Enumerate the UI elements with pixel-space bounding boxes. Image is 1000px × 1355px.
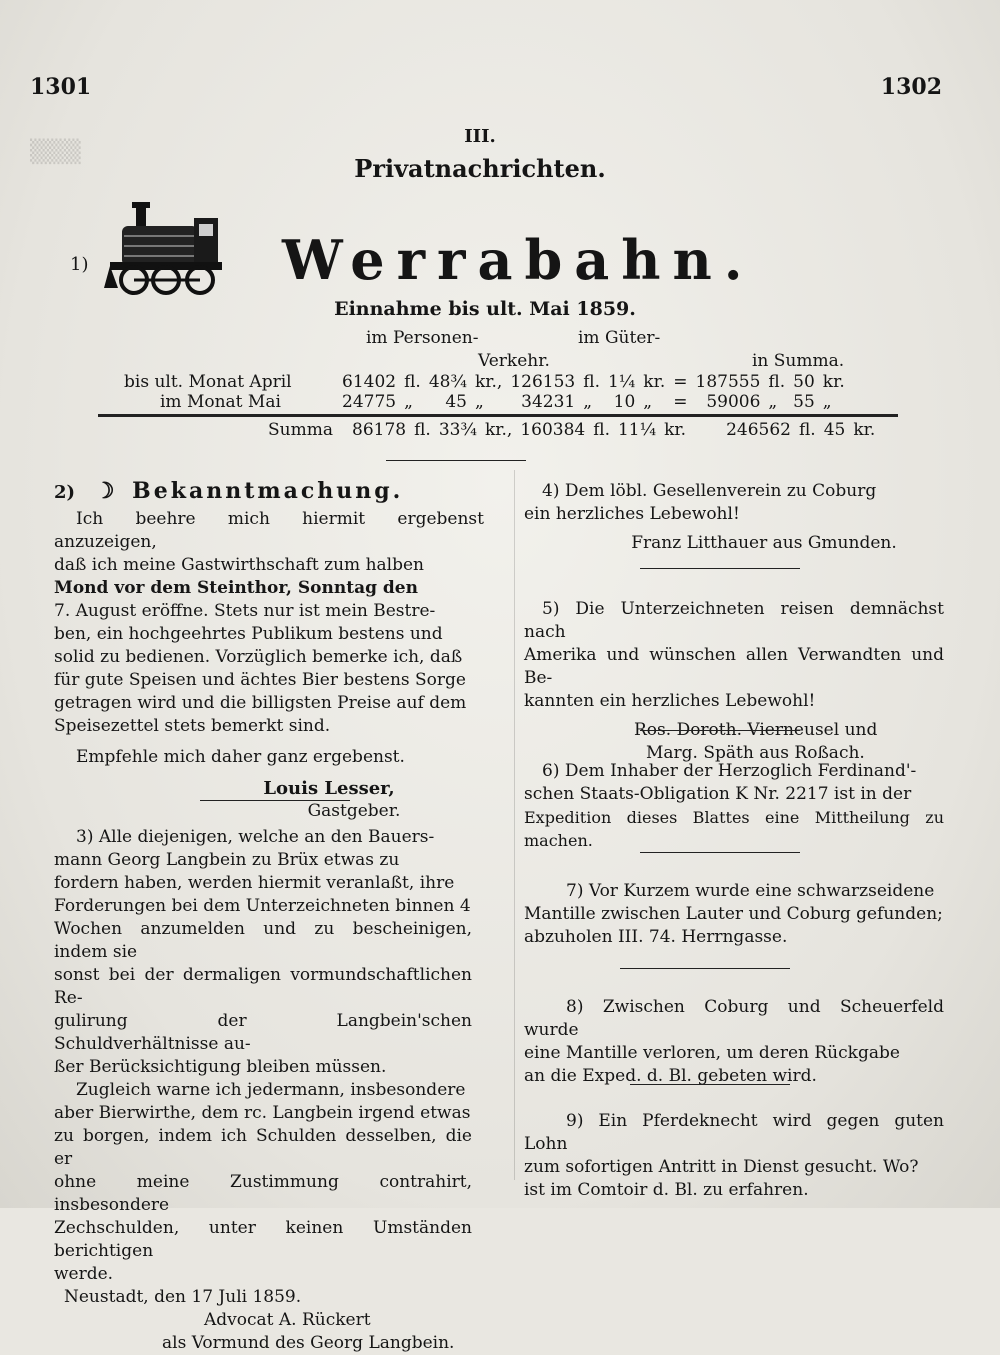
text-line: ein herzliches Lebewohl! bbox=[524, 504, 740, 524]
page-number-left: 1301 bbox=[30, 74, 92, 100]
row-label: im Monat Mai bbox=[160, 392, 281, 412]
text-line: Amerika und wünschen allen Verwandten und Be- bbox=[524, 645, 944, 688]
left-column bbox=[54, 478, 484, 823]
moon-icon: ☽ bbox=[94, 478, 115, 504]
text-line: 9) Ein Pferdeknecht wird gegen guten Lohn bbox=[524, 1111, 944, 1154]
text-line: Zechschulden, unter keinen Umständen berichtigen bbox=[54, 1218, 472, 1261]
ad-1-number: 1) bbox=[70, 254, 89, 275]
ad-7-body bbox=[524, 880, 944, 949]
divider bbox=[200, 800, 350, 801]
cell: 45 bbox=[445, 392, 467, 412]
cell: fl. bbox=[798, 420, 816, 440]
table-row bbox=[264, 420, 879, 440]
text-line: ben, ein hochgeehrtes Publikum bestens und bbox=[54, 624, 443, 644]
cell: fl. bbox=[404, 372, 421, 392]
cell: 246562 bbox=[726, 420, 791, 440]
cell: 1¼ bbox=[607, 372, 636, 392]
text-line: 7. August eröffne. Stets nur ist mein Bestre- bbox=[54, 601, 436, 621]
cell: 59006 bbox=[706, 392, 761, 412]
ad-1-revenue-table bbox=[120, 372, 849, 412]
text-line: fordern haben, werden hiermit veranlaßt, ihre bbox=[54, 873, 455, 893]
text-line: aber Bierwirthe, dem rc. Langbein irgend etwas bbox=[54, 1103, 471, 1123]
page-number-right: 1302 bbox=[880, 74, 942, 100]
cell: 50 bbox=[793, 372, 815, 392]
cell: fl. bbox=[768, 372, 786, 392]
cell: fl. bbox=[583, 372, 600, 392]
text-line: 3) Alle diejenigen, welche an den Bauers- bbox=[76, 827, 435, 847]
ad-1-col-gueter: im Güter- bbox=[578, 328, 661, 348]
cell: 34231 bbox=[521, 392, 576, 412]
bleed-through-decoration: ▒▒▒ bbox=[30, 140, 81, 165]
text-line: Zugleich warne ich jedermann, insbesondere bbox=[76, 1080, 466, 1100]
ad-1-col-personen: im Personen- bbox=[366, 328, 479, 348]
ad-2-role: Gastgeber. bbox=[307, 801, 401, 821]
cell: 33¾ bbox=[438, 420, 477, 440]
cell: fl. bbox=[414, 420, 431, 440]
column-separator bbox=[514, 470, 515, 1180]
locomotive-icon bbox=[104, 200, 234, 300]
cell: kr. bbox=[853, 420, 876, 440]
text-line: daß ich meine Gastwirthschaft zum halben bbox=[54, 555, 424, 575]
text-line: eine Mantille verloren, um deren Rückgabe bbox=[524, 1043, 900, 1063]
cell: „ bbox=[474, 392, 484, 412]
ad-2-header bbox=[54, 478, 484, 504]
cell: 10 bbox=[613, 392, 636, 412]
ad-1-col-summa: in Summa. bbox=[752, 351, 845, 371]
text-line: ßer Berücksichtigung bleiben müssen. bbox=[54, 1057, 387, 1077]
cell: 45 bbox=[823, 420, 846, 440]
divider bbox=[630, 1084, 790, 1085]
divider bbox=[640, 568, 800, 569]
cell: „ bbox=[643, 392, 653, 412]
table-row bbox=[120, 392, 849, 412]
cell: 61402 bbox=[342, 372, 397, 392]
cell: 11¼ bbox=[617, 420, 657, 440]
cell: 48¾ bbox=[428, 372, 467, 392]
text-line: für gute Speisen und ächtes Bier bestens Sorge bbox=[54, 670, 466, 690]
ad-1-col-verkehr: Verkehr. bbox=[478, 351, 550, 371]
divider bbox=[386, 460, 526, 461]
text-line: zum sofortigen Antritt in Dienst gesucht. Wo? bbox=[524, 1157, 919, 1177]
text-line: Forderungen bei dem Unterzeichneten binnen 4 bbox=[54, 896, 471, 916]
text-line: sonst bei der dermaligen vormundschaftlichen Re- bbox=[54, 965, 472, 1008]
text-line: abzuholen III. 74. Herrngasse. bbox=[524, 927, 788, 947]
text-line: 7) Vor Kurzem wurde eine schwarzseidene bbox=[566, 881, 935, 901]
ad-2-closing: Empfehle mich daher ganz ergebenst. bbox=[76, 747, 405, 767]
text-line: schen Staats-Obligation K Nr. 2217 ist in der bbox=[524, 784, 912, 804]
cell: 126153 bbox=[510, 372, 576, 392]
ad-2-title: Bekanntmachung. bbox=[132, 478, 404, 504]
ad-4-body bbox=[524, 480, 944, 555]
text-line: 4) Dem löbl. Gesellenverein zu Coburg bbox=[542, 481, 877, 501]
cell: „ bbox=[768, 392, 778, 412]
ad-4-signature: Franz Litthauer aus Gmunden. bbox=[631, 533, 897, 553]
cell: kr. bbox=[643, 372, 666, 392]
text-line: Speisezettel stets bemerkt sind. bbox=[54, 716, 331, 736]
text-line: ist im Comtoir d. Bl. zu erfahren. bbox=[524, 1180, 809, 1200]
cell: kr. bbox=[664, 420, 687, 440]
cell: 55 bbox=[793, 392, 815, 412]
text-line: Expedition dieses Blattes eine Mittheilung zu machen. bbox=[524, 808, 944, 850]
cell: „ bbox=[822, 392, 832, 412]
cell: 187555 bbox=[695, 372, 761, 392]
text-line: kannten ein herzliches Lebewohl! bbox=[524, 691, 816, 711]
text-line: Mantille zwischen Lauter und Coburg gefunden; bbox=[524, 904, 943, 924]
row-label: bis ult. Monat April bbox=[124, 372, 292, 392]
cell: kr., bbox=[484, 420, 513, 440]
ad-3-body bbox=[54, 826, 472, 1355]
ad-2-body bbox=[54, 508, 484, 823]
table-row bbox=[120, 372, 849, 392]
ad-5-signature: Ros. Doroth. Vierneusel und bbox=[634, 720, 878, 740]
ad-3-place-date: Neustadt, den 17 Juli 1859. bbox=[64, 1287, 302, 1307]
ad-3-signer: Advocat A. Rückert bbox=[204, 1310, 371, 1330]
cell: „ bbox=[404, 392, 413, 412]
ad-2-number: 2) bbox=[54, 482, 76, 503]
cell: = bbox=[673, 372, 688, 392]
divider bbox=[640, 730, 800, 731]
text-line: ohne meine Zustimmung contrahirt, insbesondere bbox=[54, 1172, 472, 1215]
ad-3-signer-role: als Vormund des Georg Langbein. bbox=[162, 1333, 455, 1353]
ad-8-body bbox=[524, 996, 944, 1088]
ad-6-body bbox=[524, 760, 944, 852]
text-line: solid zu bedienen. Vorzüglich bemerke ich, daß bbox=[54, 647, 463, 667]
text-line: getragen wird und die billigsten Preise auf dem bbox=[54, 693, 467, 713]
text-line: 6) Dem Inhaber der Herzoglich Ferdinand'- bbox=[542, 761, 917, 781]
ad-1-subtitle: Einnahme bis ult. Mai 1859. bbox=[334, 298, 636, 320]
text-line: mann Georg Langbein zu Brüx etwas zu bbox=[54, 850, 400, 870]
cell: fl. bbox=[593, 420, 610, 440]
ad-1-title: Werrabahn. bbox=[282, 228, 755, 292]
cell: 24775 bbox=[342, 392, 397, 412]
divider bbox=[620, 968, 790, 969]
text-line: Wochen anzumelden und zu bescheinigen, indem sie bbox=[54, 919, 472, 962]
table-rule bbox=[98, 414, 898, 417]
text-line: Mond vor dem Steinthor, Sonntag den bbox=[54, 578, 418, 598]
ad-5-body bbox=[524, 598, 944, 765]
cell: = bbox=[673, 392, 688, 412]
text-line: zu borgen, indem ich Schulden desselben, die er bbox=[54, 1126, 472, 1169]
ad-9-body bbox=[524, 1110, 944, 1202]
cell: kr., bbox=[474, 372, 503, 392]
ad-2-signature: Louis Lesser, bbox=[263, 778, 395, 799]
cell: 86178 bbox=[352, 420, 407, 440]
cell: „ bbox=[583, 392, 593, 412]
divider bbox=[640, 852, 800, 853]
ad-1-total-row bbox=[264, 420, 879, 440]
text-line: 5) Die Unterzeichneten reisen demnächst nach bbox=[524, 599, 944, 642]
text-line: an die Exped. d. Bl. gebeten wird. bbox=[524, 1066, 817, 1086]
row-label: Summa bbox=[268, 420, 333, 440]
ad-5-signature: Marg. Späth aus Roßach. bbox=[646, 743, 865, 763]
text-line: 8) Zwischen Coburg und Scheuerfeld wurde bbox=[524, 997, 944, 1040]
text-line: werde. bbox=[54, 1264, 114, 1284]
text-line: Ich beehre mich hiermit ergebenst anzuzeigen, bbox=[54, 509, 484, 552]
cell: 160384 bbox=[520, 420, 586, 440]
cell: kr. bbox=[822, 372, 845, 392]
section-title: Privatnachrichten. bbox=[354, 154, 606, 183]
text-line: gulirung der Langbein'schen Schuldverhältnisse au- bbox=[54, 1011, 472, 1054]
section-number: III. bbox=[464, 126, 496, 147]
